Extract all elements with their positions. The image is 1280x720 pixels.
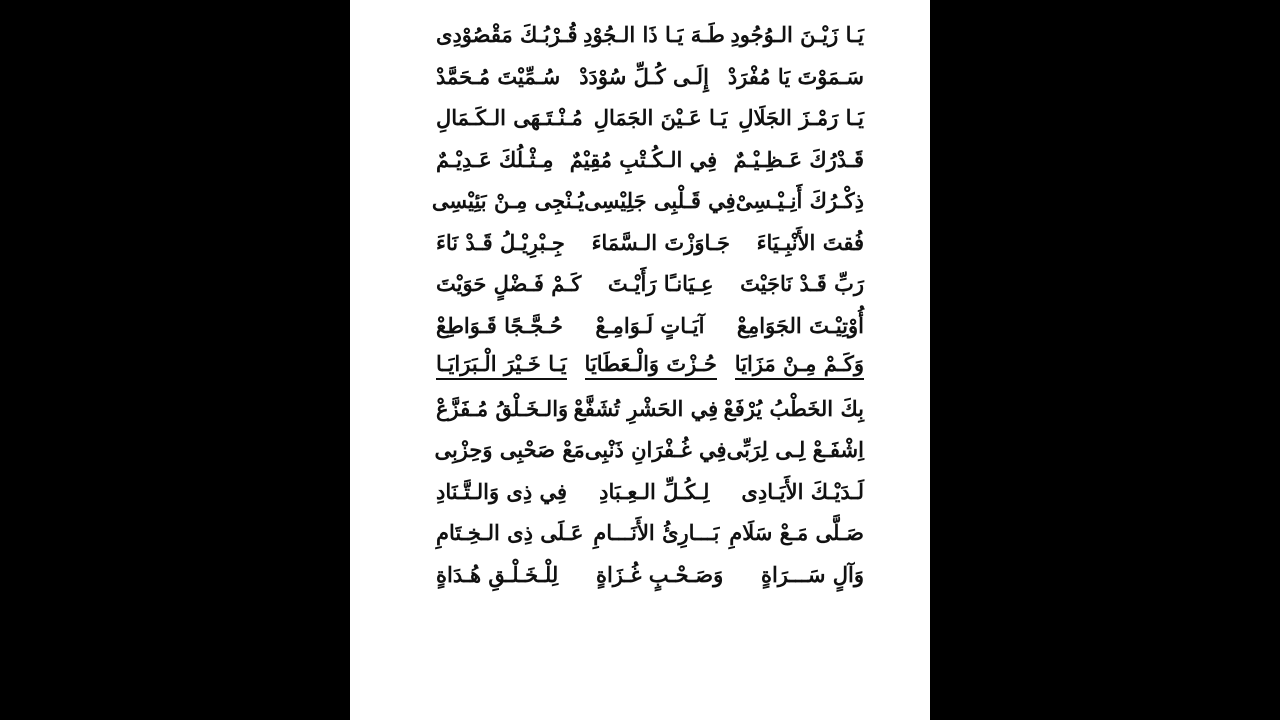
verse-row (436, 305, 864, 347)
verse-row (436, 97, 864, 139)
verse-cell: لِلْـخَـلْـقِ هُـدَاةٍ (436, 561, 559, 587)
verse-cell: مِـثْـلُكَ عَـدِيْـمٌ (436, 146, 554, 172)
verse-cell: فِي الـكُـتْبِ مُقِيْمٌ (569, 146, 718, 172)
verse-cell: فِي الحَشْرِ تُشَفَّعْ (573, 395, 719, 421)
verse-cell: فِي قَـلْبِى جَلِيْسِى (584, 188, 736, 214)
verse-cell: كَـمْ فَـضْلٍ حَوَيْتَ (436, 271, 582, 297)
verse-cell: قَـدْرُكَ عَـظِـيْـمٌ (733, 146, 864, 172)
verse-cell: فُقتَ الأَنْبِـيَاءَ (756, 229, 864, 255)
verse-cell: حُـزْتَ وَالْـعَطَايَا (585, 353, 717, 380)
verse-cell: وَصَـحْـبٍ غُـزَاةٍ (595, 561, 724, 587)
verse-cell: وَالـخَـلْقُ مُـفَزَّعْ (436, 395, 569, 421)
verse-cell: وَكَـمْ مِـنْ مَزَايَا (735, 353, 864, 380)
verse-cell: لِـكُـلِّ الـعِـبَادِ (599, 478, 710, 504)
verse-cell: يَـا رَمْـزَ الجَلَالِ (738, 105, 864, 131)
verse-cell: بَـــارِئُ الأَنَـــامِ (593, 520, 720, 546)
poem-text (431, 14, 864, 595)
verse-row-underlined (436, 346, 864, 388)
verse-cell: وَآلٍ سَـــرَاةٍ (760, 561, 864, 587)
verse-row (436, 263, 864, 305)
verse-row (436, 388, 864, 430)
document-page (350, 0, 930, 720)
verse-cell: أُوْتِيْـتَ الجَوَامِعْ (736, 312, 864, 338)
verse-row (436, 471, 864, 513)
verse-cell: اِشْفَـعْ لِـى لِرَبِّى (726, 437, 864, 463)
verse-cell: مَعْ صَحْبِى وَحِزْبِى (434, 437, 585, 463)
verse-row (436, 554, 864, 596)
verse-row (431, 180, 864, 222)
verse-cell: لَـدَيْـكَ الأَيَـادِى (741, 478, 864, 504)
verse-cell: سَـمَوْتَ يَا مُفْرَدْ (727, 63, 864, 89)
verse-cell: عَـلَى ذِى الـخِـتَامِ (436, 520, 584, 546)
verse-cell: يَـا عَـيْنَ الجَمَالِ (593, 105, 728, 131)
verse-cell: قُـرْبُـكَ مَقْصُوْدِى (436, 22, 578, 48)
verse-row (436, 139, 864, 181)
verse-cell: آيَـاتٍ لَـوَامِـعْ (595, 312, 705, 338)
verse-row (436, 14, 864, 56)
verse-cell: صَـلَّى مَـعْ سَلَامِ (729, 520, 864, 546)
verse-cell: مُـنْـتَـهَى الـكَـمَالِ (436, 105, 583, 131)
verse-cell: رَبِّ قَـدْ نَاجَيْتَ (740, 271, 864, 297)
verse-cell: فِي ذِى وَالـتَّـنَادِ (436, 478, 568, 504)
verse-cell: عِـيَانـًا رَأَيْـتَ (607, 271, 714, 297)
verse-cell: طَـهَ يَـا ذَا الـجُوْدِ (583, 22, 725, 48)
verse-cell: حُـجَّـجًا قَـوَاطِعْ (436, 312, 563, 338)
verse-cell: جِـبْرِيْـلُ قَـدْ نَاءَ (436, 229, 565, 255)
verse-cell: سُـمِّيْتَ مُـحَمَّدْ (436, 63, 561, 89)
verse-cell: جَـاوَزْتَ الـسَّمَاءَ (591, 229, 730, 255)
verse-cell: يَـا زَيْـنَ الـوُجُودِ (730, 22, 864, 48)
verse-row (436, 512, 864, 554)
verse-cell: يُـنْجِى مِـنْ بَئِيْسِى (431, 188, 585, 214)
verse-cell: إِلَـى كُـلِّ سُوْدَدْ (579, 63, 709, 89)
verse-cell: بِكَ الخَطْبُ يُرْفَعْ (723, 395, 864, 421)
verse-row (436, 56, 864, 98)
verse-row (436, 222, 864, 264)
verse-cell: ذِكْـرُكَ أَنِـيْـسِىْ (735, 188, 864, 214)
verse-cell: يَـا خَـيْرَ الْـبَرَايَـا (436, 353, 567, 380)
verse-cell: فِي غُـفْرَانِ ذَنْبِى (584, 437, 727, 463)
verse-row (436, 429, 864, 471)
